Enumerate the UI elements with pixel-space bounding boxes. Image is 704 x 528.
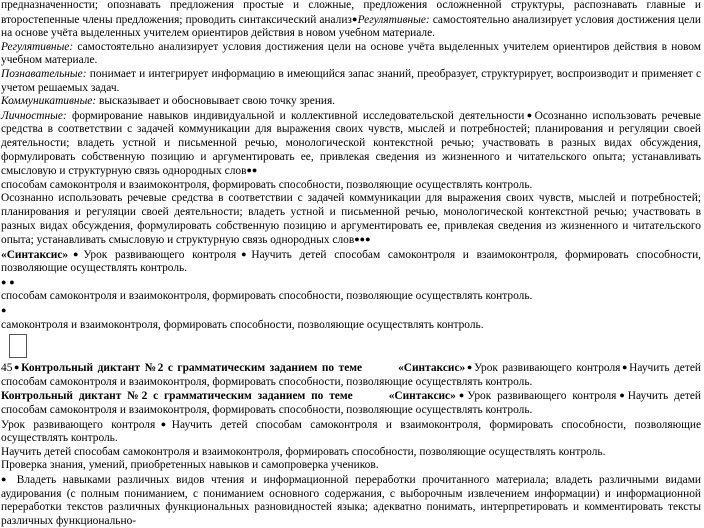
bullet-icon: ● (616, 390, 628, 401)
bullet-line (1, 304, 701, 319)
text-run: понимает и интегрирует информацию в имеющийся запас знаний, преобразует, структурирует, воспроизводит и применяет с учетом решаемых задач. (1, 67, 701, 94)
bullet-icon: ● (351, 13, 358, 24)
paragraph-conscious-use (1, 192, 701, 247)
bullet-icon: ● (1, 276, 7, 287)
paragraph-cognitive (1, 68, 701, 95)
text-run: Владеть навыками различных видов чтения и информационной переработки прочитанного материала; владеть различными видами аудирования (с полным пониманием, с пониманием основного содержания, с выборочным извлечением информации) и информационной переработки текстов различных функциональных разновидностей языка; адекватно понимать, интерпретировать и комментировать тексты различных функционально- (1, 474, 702, 527)
bullet-icon: ● (465, 362, 474, 373)
bullet-icon: ● (68, 248, 84, 259)
bullet-icon: ● (620, 362, 630, 373)
regulative-label: Регулятивные: (1, 40, 74, 53)
bullet-icon: ● (155, 418, 172, 429)
paragraph-dictation (1, 389, 701, 417)
bullet-line (1, 276, 701, 291)
text-run: формирование навыков индивидуальной и коллективной исследовательской деятельности (66, 109, 525, 122)
row-number: 45 (1, 362, 13, 375)
text-run: самостоятельно анализирует условия достижения цели на основе учёта выделенных учителем ориентиров действия в новом учебном материале. (1, 40, 701, 67)
bullet-icon: ● (246, 165, 252, 176)
text-run: Урок развивающего контроля (473, 362, 621, 375)
dictation-topic: «Синтаксис» (398, 362, 466, 375)
bullet-icon: ● (12, 362, 22, 373)
paragraph-regulative (1, 41, 701, 68)
bullet-icon: ● (1, 474, 11, 484)
text-run: Урок развивающего контроля (83, 248, 237, 261)
dictation-title: Контрольный диктант №2 с грамматическим заданием по теме (21, 362, 363, 375)
paragraph-methods-2: способам самоконтроля и взаимоконтроля, формировать способности, позволяющие осуществлять контроль. (1, 290, 533, 303)
text-run: Научить детей способам самоконтроля и взаимоконтроля, формировать способности, позволяющие осуществлять контроль. (1, 362, 701, 388)
paragraph-lesson-type (1, 418, 701, 446)
bullet-icon: ● (359, 234, 366, 245)
text-run: Научить детей способам самоконтроля и взаимоконтроля, формировать способности, позволяющие осуществлять контроль. (1, 418, 701, 445)
paragraph-reading-skills (1, 473, 701, 528)
paragraph-syntax-analysis (1, 0, 701, 41)
regulative-label: Регулятивные: (357, 13, 430, 26)
bullet-icon: ● (354, 234, 360, 245)
text-run: высказывает и обосновывает свою точку зрения. (96, 95, 336, 108)
cognitive-label: Познавательные: (1, 67, 87, 80)
bullet-icon: ● (236, 248, 252, 259)
text-run: самостоятельно анализирует условия достижения цели на основе учёта выделенных учителем ориентиров действия в новом учебном материале. (1, 13, 701, 40)
bullet-icon: ● (9, 276, 15, 287)
paragraph-teach: Научить детей способам самоконтроля и взаимоконтроля, формировать способности, позволяющие осуществлять контроль. (1, 445, 606, 458)
text-run: Осознанно использовать речевые средства в соответствии с задачей коммуникации для выражения своих чувств, мыслей и потребностей; планирования и регуляции своей деятельности; владеть устной и письменной речью, монологической контекстной речью; участвовать в разных видах обсуждения, формулировать собственную позицию и аргументировать ее, привлекая сведения из жизненного и читательского опыта; устанавливать смысловую и структурную связь однородных слов (1, 192, 701, 247)
paragraph-methods-1: способам самоконтроля и взаимоконтроля, формировать способности, позволяющие осуществлять контроль. (1, 178, 533, 191)
dictation-topic: «Синтаксис» (388, 390, 456, 403)
topic-title: «Синтаксис» (1, 248, 69, 261)
paragraph-personal (1, 109, 701, 179)
paragraph-syntax-lesson (1, 248, 701, 276)
empty-box-image (9, 334, 27, 358)
personal-label: Личностные: (1, 109, 67, 122)
bullet-icon: ● (455, 390, 468, 401)
paragraph-check: Проверка знания, умений, приобретенных навыков и самопроверка учеников. (1, 459, 379, 472)
text-run: Осознанно использовать речевые средства в соответствии с задачей коммуникации для выражения своих чувств, мыслей и потребностей; планирования и регуляции своей деятельности; владеть устной и письменной речью, монологической контекстной речью; участвовать в разных видах обсуждения, формулировать собственную позицию и аргументировать ее, привлекая сведения из жизненного и читательского опыта; устанавливать смысловую и структурную связь однородных слов (1, 109, 701, 178)
communicative-label: Коммуникативные: (1, 95, 97, 108)
text-run: Урок развивающего контроля (1, 418, 156, 431)
bullet-icon: ● (524, 109, 535, 120)
text-run: Урок развивающего контроля (467, 390, 617, 403)
bullet-icon: ● (1, 305, 7, 316)
bullet-icon: ● (365, 234, 371, 245)
paragraph-communicative (1, 95, 701, 109)
bullet-icon: ● (251, 165, 258, 176)
paragraph-dictation-45 (1, 361, 701, 389)
text-run: предназначенности; опознавать предложения простые и сложные, предложения осложненной структуры, распознавать главные и второстепенные члены предложения; проводить синтаксический анализ (1, 0, 701, 26)
paragraph-self-control: самоконтроля и взаимоконтроля, формировать способности, позволяющие осуществлять контроль. (1, 318, 484, 331)
text-run: Научить детей способам самоконтроля и взаимоконтроля, формировать способности, позволяющие осуществлять контроль. (1, 390, 702, 417)
text-run: Научить детей способам самоконтроля и взаимоконтроля, формировать способности, позволяющие осуществлять контроль. (1, 248, 702, 275)
dictation-title: Контрольный диктант №2 с грамматическим заданием по теме (1, 390, 353, 403)
